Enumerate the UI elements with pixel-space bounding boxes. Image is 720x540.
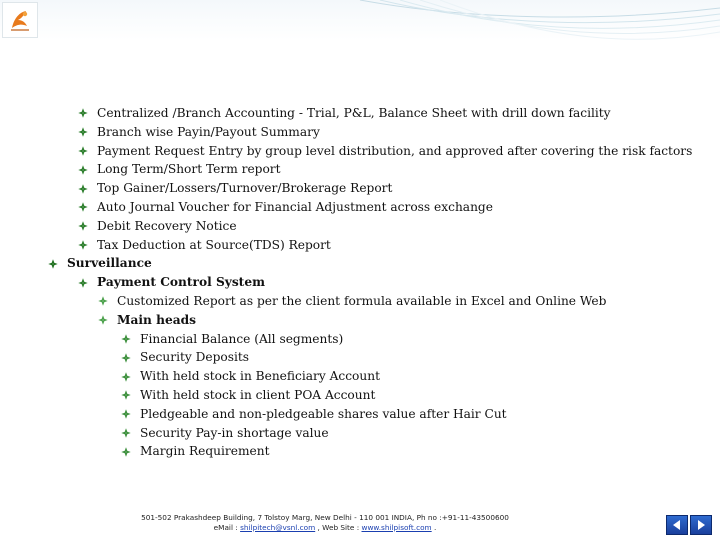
bullet-item [48,367,708,386]
bullet-text: Financial Balance (All segments) [140,331,344,346]
triangle-right-icon [695,519,707,531]
diamond-bullet-icon [48,259,58,269]
diamond-bullet-icon [78,127,88,137]
company-logo-icon [6,6,34,34]
previous-slide-button[interactable] [666,515,688,535]
bullet-item [48,386,708,405]
diamond-bullet-icon [121,372,131,382]
bullet-item [48,198,708,217]
diamond-bullet-icon [121,409,131,419]
diamond-bullet-icon [121,447,131,457]
bullet-text: Margin Requirement [140,444,270,459]
diamond-bullet-icon [78,146,88,156]
bullet-text: Payment Request Entry by group level distribution, and approved after covering the risk factors [97,143,693,158]
footer-suffix: . [431,523,437,532]
bullet-text: Debit Recovery Notice [97,218,237,233]
diamond-bullet-icon [121,390,131,400]
bullet-text: Security Pay-in shortage value [140,425,329,440]
bullet-text: With held stock in client POA Account [140,387,376,402]
diamond-bullet-icon [78,184,88,194]
diamond-bullet-icon [78,165,88,175]
footer-email-link[interactable]: shilpitech@vsnl.com [240,523,316,532]
bullet-text: Centralized /Branch Accounting - Trial, P&L, Balance Sheet with drill down facility [97,106,611,120]
bullet-text: Tax Deduction at Source(TDS) Report [97,237,331,252]
triangle-left-icon [671,519,683,531]
bullet-text: Surveillance [67,256,152,271]
diamond-bullet-icon [121,428,131,438]
diamond-bullet-icon [98,296,108,306]
diamond-bullet-icon [121,334,131,344]
bullet-text: Auto Journal Voucher for Financial Adjustment across exchange [97,199,493,214]
bullet-item [48,123,708,142]
bullet-item [48,273,708,292]
bullet-item [48,311,708,330]
bullet-text: Security Deposits [140,350,250,365]
diamond-bullet-icon [78,278,88,288]
bullet-item [48,179,708,198]
bullet-text: Customized Report as per the client formula available in Excel and Online Web [117,293,607,308]
bullet-item [48,236,708,255]
next-slide-button[interactable] [690,515,712,535]
bullet-item [48,348,708,367]
bullet-text: Branch wise Payin/Payout Summary [97,124,320,139]
footer-address: 501-502 Prakashdeep Building, 7 Tolstoy Marg, New Delhi - 110 001 INDIA, Ph no :+91-11-43500600 [141,513,509,522]
bullet-text: Top Gainer/Lossers/Turnover/Brokerage Report [97,181,393,196]
bullet-item [48,217,708,236]
bullet-text: Long Term/Short Term report [97,162,281,177]
diamond-bullet-icon [121,353,131,363]
bullet-text: Pledgeable and non-pledgeable shares value after Hair Cut [140,406,507,421]
footer-email-prefix: eMail : [213,523,241,532]
footer-web-link[interactable]: www.shilpisoft.com [361,523,432,532]
bullet-list [48,104,708,461]
diamond-bullet-icon [98,315,108,325]
bullet-item [48,142,708,161]
diamond-bullet-icon [78,221,88,231]
bullet-text: Payment Control System [97,275,265,290]
bullet-text: With held stock in Beneficiary Account [140,369,380,384]
bullet-item [48,405,708,424]
bullet-item [48,160,708,179]
footer-contact [105,523,545,533]
diamond-bullet-icon [78,240,88,250]
company-logo [2,2,38,38]
bullet-item [48,254,708,273]
footer-web-prefix: , Web Site : [315,523,362,532]
bullet-item [48,292,708,311]
diamond-bullet-icon [78,202,88,212]
bullet-item [48,330,708,349]
bullet-text: Main heads [117,312,197,327]
header-waves [0,0,720,60]
bullet-item [48,104,708,123]
bullet-item [48,442,708,461]
diamond-bullet-icon [78,108,88,118]
bullet-item [48,424,708,443]
footer [105,513,545,533]
